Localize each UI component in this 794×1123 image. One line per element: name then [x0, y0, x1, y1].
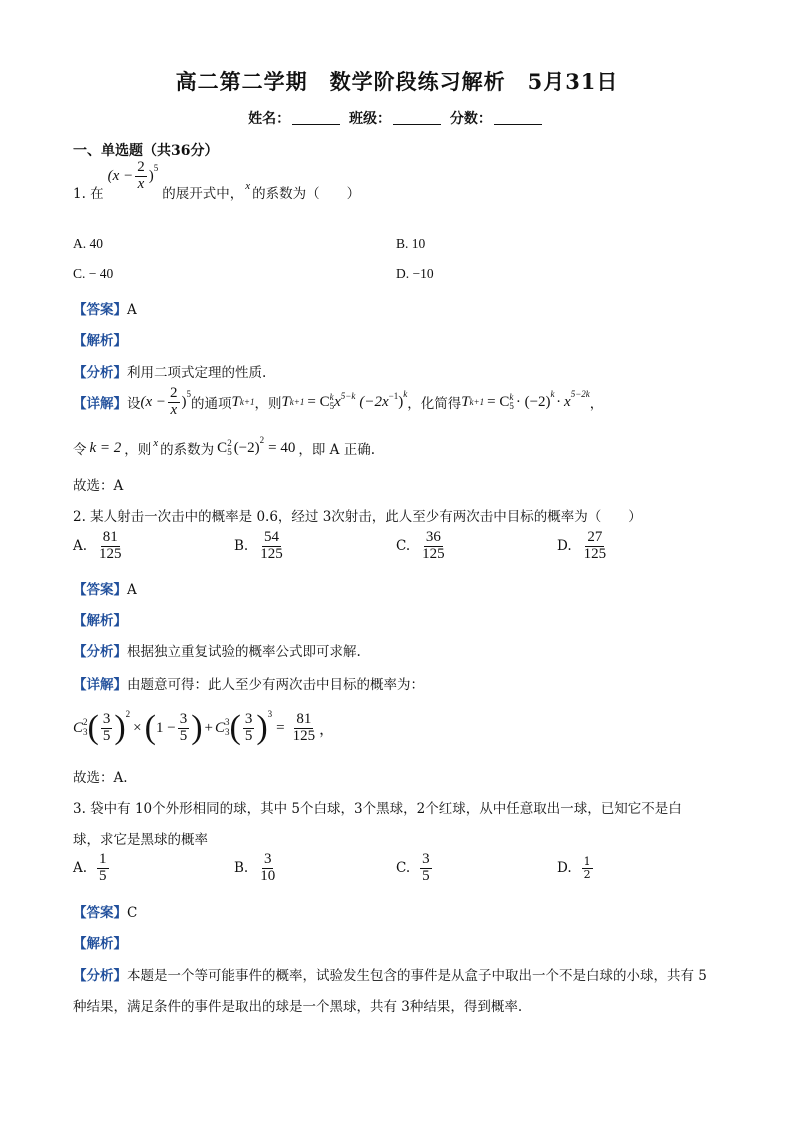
- q2-detail: 【详解】由题意可得：此人至少有两次击中目标的概率为：: [73, 677, 424, 693]
- q1-expression: (x − $\frac{2}{x}$ ) $^5$: [107, 159, 159, 192]
- q2-stem: 2. 某人射击一次击中的概率是 0.6，经过 3次射击，此人至少有两次击中目标的概率为（ ）: [73, 509, 642, 525]
- q1-detail-line2: 令 k = 2 ，则 x 的系数为 C 2 5 (−2) $^2$ = 40 ，即 A 正确.: [73, 435, 375, 458]
- class-label: 班级：: [349, 111, 391, 127]
- name-label: 姓名：: [248, 111, 291, 127]
- q1-analysis-tag: 【解析】: [73, 333, 127, 349]
- q2-option-c: C. $\frac{36}{125}$: [396, 529, 445, 562]
- q1-conclusion: 故选：A: [73, 478, 124, 494]
- q3-option-a: A. $\frac{1}{5}$: [73, 851, 107, 884]
- q1-option-b: B. 10: [396, 236, 426, 251]
- q2-formula: C 2 3 ( $\frac{3}{5}$ ) $^2$ × ( 1 − $\frac{3}{5}$ ) + C 3 3 ( $\frac{3}{5}$ ) $^3$ = $\frac{81}{125}$ ，: [73, 709, 335, 746]
- q1-option-d: D. −10: [396, 266, 434, 281]
- q1-general-term: T k+1 = C k 5 x $^{5-k}$ (−2x $^{-1}$ ) $^k$: [281, 389, 408, 412]
- q3-option-c: C. $\frac{3}{5}$: [396, 851, 430, 884]
- score-blank[interactable]: [494, 124, 542, 125]
- q3-option-b: B. $\frac{3}{10}$: [234, 851, 276, 884]
- q3-fenxi-line2: 种结果，满足条件的事件是取出的球是一个黑球，共有 3种结果，得到概率.: [73, 999, 523, 1015]
- q2-analysis-tag: 【解析】: [73, 613, 127, 629]
- q3-stem-line1: 3. 袋中有 10个外形相同的球，其中 5个白球，3个黑球，2个红球，从中任意取出一球，已知它不是白: [73, 801, 682, 817]
- q2-option-a: A. $\frac{81}{125}$: [73, 529, 122, 562]
- q1-option-a: A. 40: [73, 236, 103, 251]
- q1-coefficient-calc: C 2 5 (−2) $^2$ = 40: [217, 435, 296, 457]
- section-heading: 一、单选题（共36分）: [73, 143, 219, 159]
- q2-answer: 【答案】A: [73, 582, 137, 598]
- q3-option-d: D. $\frac{1}{2}$: [557, 855, 591, 881]
- q2-fenxi: 【分析】根据独立重复试验的概率公式即可求解.: [73, 644, 361, 660]
- student-info-line: [0, 108, 794, 128]
- q3-fenxi-line1: 【分析】本题是一个等可能事件的概率，试验发生包含的事件是从盒子中取出一个不是白球的小球，共有 5: [73, 968, 707, 984]
- q1-answer: 【答案】A: [73, 302, 137, 318]
- q2-conclusion: 故选：A.: [73, 770, 128, 786]
- q1-stem: 1. 在 (x − $\frac{2}{x}$ ) $^5$ 的展开式中， x 的系数为（ ）: [73, 159, 361, 203]
- q2-option-d: D. $\frac{27}{125}$: [557, 529, 607, 562]
- page-title: 高二第二学期 数学阶段练习解析 5月31日: [175, 69, 619, 94]
- q1-option-c: C. − 40: [73, 266, 114, 281]
- q2-option-b: B. $\frac{54}{125}$: [234, 529, 283, 562]
- score-label: 分数：: [449, 111, 492, 127]
- q1-detail-expression: (x − $\frac{2}{x}$ ) $^5$: [140, 385, 192, 418]
- q3-analysis-tag: 【解析】: [73, 936, 127, 952]
- q1-number: 1. 在: [73, 186, 104, 203]
- class-blank[interactable]: [393, 124, 441, 125]
- q1-detail: 【详解】 设 (x − $\frac{2}{x}$ ) $^5$ 的通项 T k+1 ，则 T k+1 = C k 5 x $^{5-k}$ (−2x $^{-1}$ ) $^k$ ，化简得 T k+1 = C k 5 · (−2) $^k$ · x $^{5-2k}$ ，: [73, 385, 604, 418]
- q1-fenxi: 【分析】利用二项式定理的性质.: [73, 365, 267, 381]
- name-blank[interactable]: [292, 124, 340, 125]
- q3-answer: 【答案】C: [73, 905, 138, 921]
- q1-simplified-term: T k+1 = C k 5 · (−2) $^k$ · x $^{5-2k}$: [461, 389, 590, 412]
- q3-stem-line2: 球，求它是黑球的概率: [73, 832, 208, 848]
